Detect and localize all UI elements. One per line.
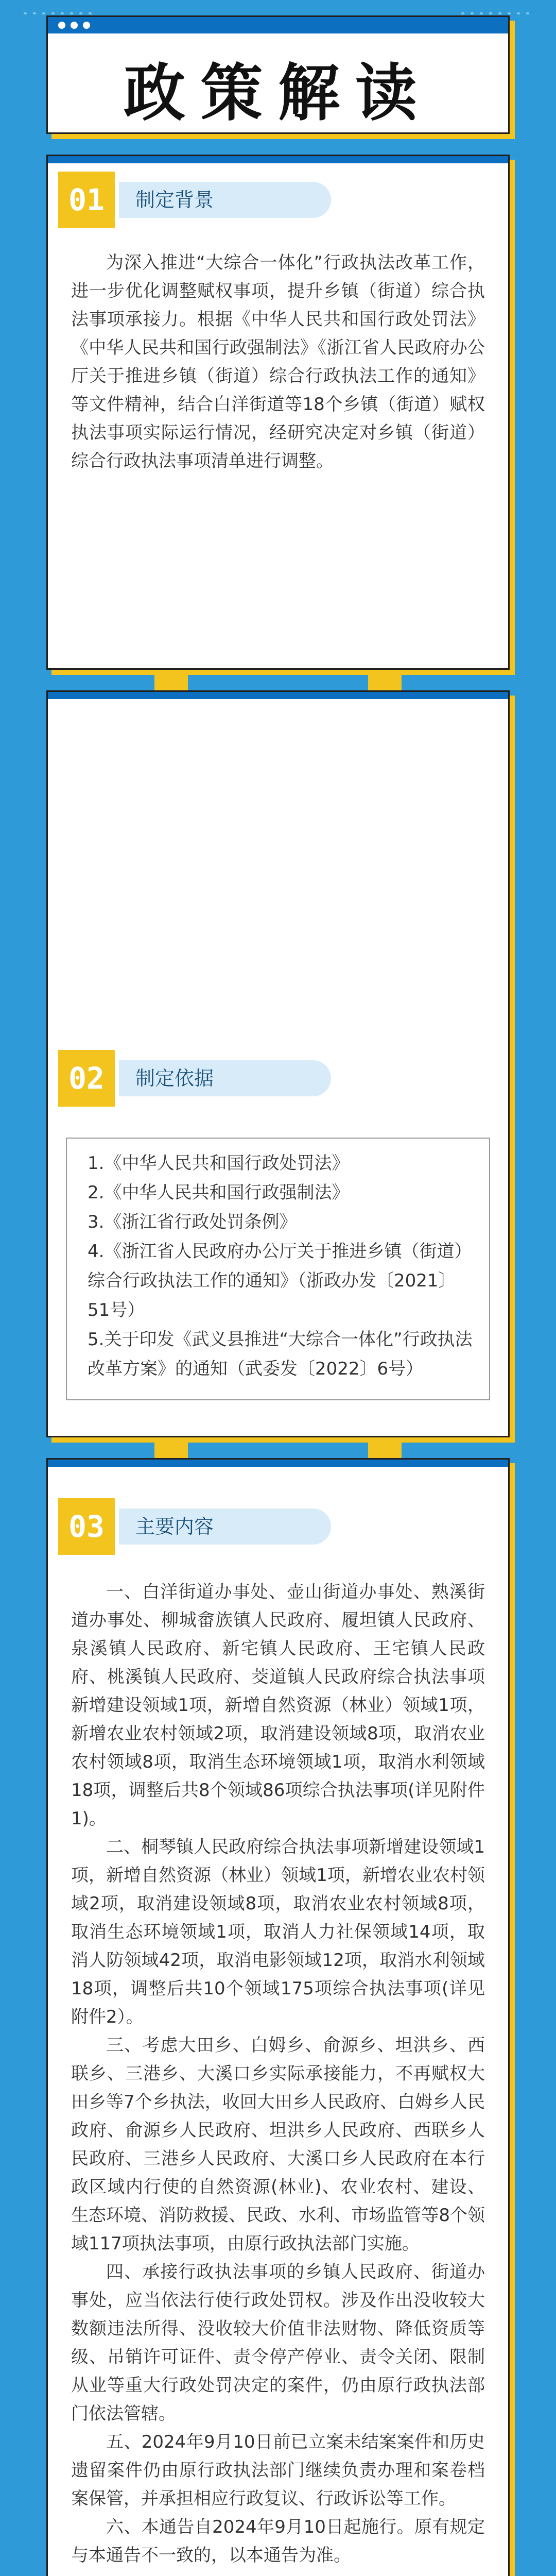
- section-body: [71, 249, 485, 476]
- list-item: 1.《中华人民共和国行政处罚法》: [88, 1153, 350, 1174]
- connector-tab: [154, 670, 188, 690]
- section-background: [46, 155, 510, 670]
- section-number: 02: [58, 1050, 115, 1107]
- list-item: 5.关于印发《武义县推进“大综合一体化”行政执法改革方案》的通知（武委发〔2022〕6号）: [88, 1329, 473, 1379]
- paragraph: 一、白洋街道办事处、壶山街道办事处、熟溪街道办事处、柳城畲族镇人民政府、履坦镇人民政府、泉溪镇人民政府、新宅镇人民政府、王宅镇人民政府、桃溪镇人民政府、茭道镇人民政府综合执法事项新增建设领域1项，新增自然资源（林业）领域1项，新增农业农村领域2项，取消建设领域8项，取消农业农村领域8项，取消生态环境领域1项，取消水利领域18项，调整后共8个领域86项综合执法事项(详见附件1)。: [71, 1582, 485, 1829]
- connector-tab: [154, 1437, 188, 1458]
- paragraph: 四、承接行政执法事项的乡镇人民政府、街道办事处，应当依法行使行政处罚权。涉及作出没收较大数额违法所得、没收较大价值非法财物、降低资质等级、吊销许可证件、责令停产停业、责令关闭、限制从业等重大行政处罚决定的案件，仍由原行政执法部门依法管辖。: [71, 2262, 485, 2424]
- list-item: 3.《浙江省行政处罚条例》: [88, 1212, 297, 1232]
- paragraph: 五、2024年9月10日前已立案未结案案件和历史遗留案件仍由原行政执法部门继续负责办理和案卷档案保管，并承担相应行政复议、行政诉讼等工作。: [71, 2432, 485, 2509]
- title-card: [46, 15, 510, 134]
- title-card-bar: [48, 17, 508, 33]
- card-bar: [48, 692, 508, 699]
- page-title: 政策解读: [124, 57, 432, 129]
- card-bar: [48, 156, 508, 163]
- section-label: 制定背景: [115, 182, 331, 218]
- section-label: 主要内容: [115, 1509, 331, 1545]
- card-bar: [48, 1460, 508, 1467]
- section-header: [58, 1498, 367, 1555]
- paragraph: 三、考虑大田乡、白姆乡、俞源乡、坦洪乡、西联乡、三港乡、大溪口乡实际承接能力，不再赋权大田乡等7个乡执法，收回大田乡人民政府、白姆乡人民政府、俞源乡人民政府、坦洪乡人民政府、西联乡人民政府、三港乡人民政府、大溪口乡人民政府在本行政区域内行使的自然资源(林业)、农业农村、建设、生态环境、消防救援、民政、水利、市场监管等8个领域117项执法事项，由原行政执法部门实施。: [71, 2035, 485, 2254]
- section-label: 制定依据: [115, 1060, 331, 1096]
- connector-tab: [368, 670, 402, 690]
- section-header: [58, 172, 367, 228]
- list-item: 4.《浙江省人民政府办公厅关于推进乡镇（街道）综合行政执法工作的通知》（浙政办发〔2021〕51号）: [88, 1241, 472, 1320]
- connector-tab: [368, 1437, 402, 1458]
- section-header: [58, 1050, 367, 1107]
- dot-icon: [71, 22, 78, 29]
- dot-icon: [58, 22, 65, 29]
- paragraph: 六、本通告自2024年9月10日起施行。原有规定与本通告不一致的，以本通告为准。: [71, 2517, 485, 2566]
- dot-icon: [83, 22, 90, 29]
- section-body: [71, 1578, 485, 2570]
- section-basis: [46, 690, 510, 1437]
- paragraph: 二、桐琴镇人民政府综合执法事项新增建设领域1项，新增自然资源（林业）领域1项，新增农业农村领域2项，取消建设领域8项，取消农业农村领域8项，取消生态环境领域1项，取消人力社保领域14项，取消人防领域42项，取消电影领域12项，取消水利领域18项，调整后共10个领域175项综合执法事项(详见附件2）。: [71, 1837, 485, 2027]
- basis-list: [66, 1138, 490, 1400]
- paragraph: 为深入推进“大综合一体化”行政执法改革工作，进一步优化调整赋权事项，提升乡镇（街道）综合执法事项承接力。根据《中华人民共和国行政处罚法》《中华人民共和国行政强制法》《浙江省人民政府办公厅关于推进乡镇（街道）综合行政执法工作的通知》等文件精神，结合白洋街道等18个乡镇（街道）赋权执法事项实际运行情况，经研究决定对乡镇（街道）综合行政执法事项清单进行调整。: [71, 252, 485, 471]
- section-number: 01: [58, 172, 115, 228]
- section-number: 03: [58, 1498, 115, 1555]
- list-item: 2.《中华人民共和国行政强制法》: [88, 1182, 350, 1203]
- section-main-content: [46, 1458, 510, 2576]
